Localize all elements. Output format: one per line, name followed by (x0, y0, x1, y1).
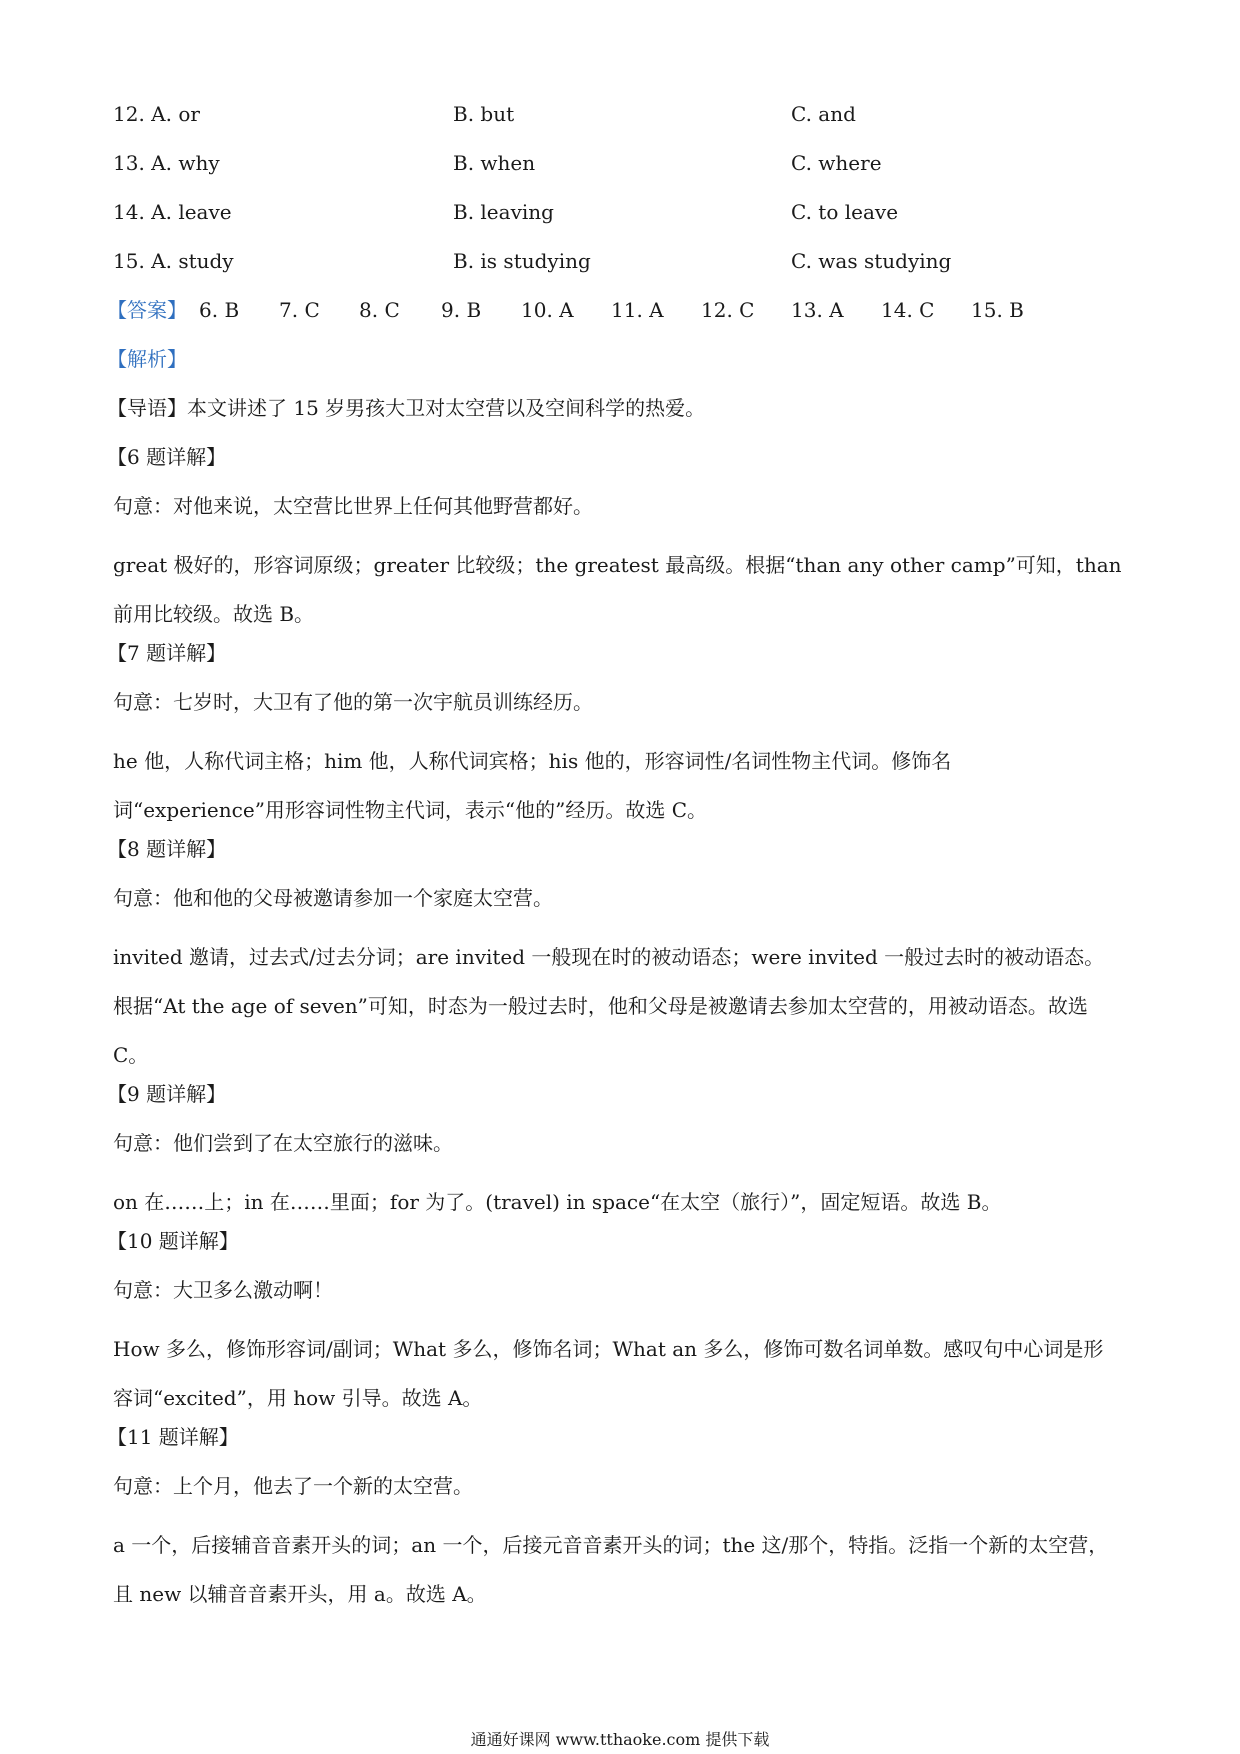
q7-explanation: he 他，人称代词主格；him 他，人称代词宾格；his 他的，形容词性/名词性物主代词。修饰名词“experience”用形容词性物主代词，表示“他的”经历。故选 C。 (113, 749, 952, 822)
option-c: C. to leave (791, 200, 899, 224)
question-13-options (113, 149, 1123, 198)
option-a: 15. A. study (113, 249, 234, 273)
q10-explanation: How 多么，修饰形容词/副词；What 多么，修饰名词；What an 多么，修饰可数名词单数。感叹句中心词是形容词“excited”，用 how 引导。故选 A。 (113, 1337, 1104, 1410)
question-15-options (113, 247, 1123, 296)
q7-meaning: 句意：七岁时，大卫有了他的第一次宇航员训练经历。 (113, 690, 593, 714)
option-b: B. is studying (453, 249, 591, 273)
q9-explanation: on 在……上；in 在……里面；for 为了。(travel) in space“在太空（旅行）”，固定短语。故选 B。 (113, 1190, 1002, 1214)
q9-heading: 【9 题详解】 (107, 1082, 227, 1106)
q10-heading: 【10 题详解】 (107, 1229, 239, 1253)
q11-meaning: 句意：上个月，他去了一个新的太空营。 (113, 1474, 473, 1498)
page-footer: 通通好课网 www.tthaoke.com 提供下载 (470, 1730, 770, 1749)
answer-item: 8. C (359, 298, 400, 322)
q6-meaning: 句意：对他来说，太空营比世界上任何其他野营都好。 (113, 494, 593, 518)
q10-meaning: 句意：大卫多么激动啊！ (113, 1278, 333, 1302)
answer-item: 6. B (199, 298, 240, 322)
option-b: B. when (453, 151, 536, 175)
answer-item: 11. A (611, 298, 664, 322)
answer-item: 13. A (791, 298, 844, 322)
intro-text: 【导语】本文讲述了 15 岁男孩大卫对太空营以及空间科学的热爱。 (107, 396, 706, 420)
q6-explanation: great 极好的，形容词原级；greater 比较级；the greatest 最高级。根据“than any other camp”可知，than 前用比较级。故选 B。 (113, 553, 1122, 626)
q6-heading: 【6 题详解】 (107, 445, 227, 469)
answer-item: 10. A (521, 298, 574, 322)
answer-item: 12. C (701, 298, 755, 322)
q11-heading: 【11 题详解】 (107, 1425, 239, 1449)
answer-item: 15. B (971, 298, 1024, 322)
answer-label: 【答案】 (107, 298, 187, 322)
q8-explanation: invited 邀请，过去式/过去分词；are invited 一般现在时的被动语态；were invited 一般过去时的被动语态。根据“At the age of seven”可知，时态为一般过去时，他和父母是被邀请去参加太空营的，用被动语态。故选 C。 (113, 945, 1105, 1067)
option-c: C. was studying (791, 249, 952, 273)
q11-explanation: a 一个，后接辅音音素开头的词；an 一个，后接元音音素开头的词；the 这/那个，特指。泛指一个新的太空营，且 new 以辅音音素开头，用 a。故选 A。 (113, 1533, 1109, 1606)
answer-item: 7. C (279, 298, 320, 322)
option-b: B. but (453, 102, 515, 126)
document-body (107, 100, 1123, 1619)
option-c: C. where (791, 151, 882, 175)
option-a: 13. A. why (113, 151, 220, 175)
q9-meaning: 句意：他们尝到了在太空旅行的滋味。 (113, 1131, 453, 1155)
question-12-options (113, 100, 1123, 149)
answer-item: 9. B (441, 298, 482, 322)
q8-meaning: 句意：他和他的父母被邀请参加一个家庭太空营。 (113, 886, 553, 910)
answer-key (107, 296, 1123, 345)
option-a: 12. A. or (113, 102, 200, 126)
answer-item: 14. C (881, 298, 935, 322)
analysis-heading: 【解析】 (107, 347, 187, 371)
option-b: B. leaving (453, 200, 554, 224)
question-14-options (113, 198, 1123, 247)
option-c: C. and (791, 102, 856, 126)
q7-heading: 【7 题详解】 (107, 641, 227, 665)
option-a: 14. A. leave (113, 200, 232, 224)
q8-heading: 【8 题详解】 (107, 837, 227, 861)
